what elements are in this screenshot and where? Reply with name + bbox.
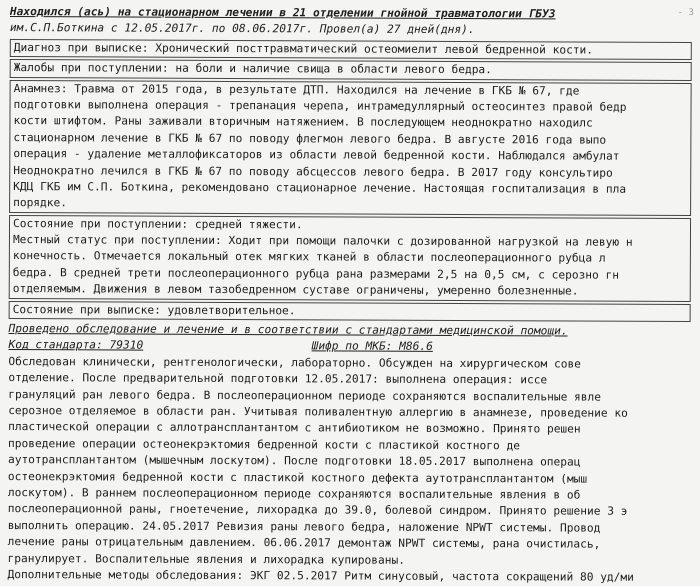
diagnosis-box: [10, 39, 692, 60]
state-admission-box: [9, 215, 691, 302]
anamnesis-line: кости штифтом. Раны заживали вторичным натяжением. В последующем неоднократно находилс: [13, 114, 593, 130]
anamnesis-line: Анамнез: Травма от 2015 года, в результате ДТП. Находился на лечение в ГКБ № 67, где: [13, 81, 580, 98]
complaints-text: Жалобы при поступлении: на боли и наличие свища в области левого бедра.: [13, 61, 492, 77]
state-admission-text: Состояние при поступлении: средней тяжести.: [12, 216, 303, 232]
local-status-line: Местный статус при поступлении: Ходит при помощи палочки с дозированной нагрузкой на левую н: [12, 233, 633, 249]
local-status-line: конечность. Отмечается локальный отек мягких тканей в области послеоперационного рубца л: [12, 249, 606, 266]
local-status-line: бедра. В средней трети послеоперационного рубца рана размерами 2,5 на 0,5 см, с серозно гн: [12, 265, 620, 282]
treatment-line: пластической операции с аллотрансплантантом с антибиотиком не возможно. Принято решен: [8, 420, 581, 436]
treatment-line: проведение операции остеонекрэктомия бедренной кости с пластикой костного де: [8, 436, 520, 453]
stay-header-line-1: Находился (ась) на стационарном лечении в 21 отделении гнойной травматологии ГБУЗ: [9, 5, 556, 21]
treatment-line: лоскутом). В раннем послеоперационном периоде сохраняются воспалительные явления в об: [7, 485, 581, 502]
anamnesis-line: операция - удаление металлофиксаторов из области левой бедренной кости. Наблюдался амбулат: [13, 147, 620, 163]
treatment-line: грануляций ран левого бедра. В послеоперационном периоде сохраняются воспалительные явле: [8, 387, 602, 404]
anamnesis-line: Неоднократно лечился в ГКБ № 67 по поводу абсцессов левого бедра. В 2017 году консультиро: [13, 163, 613, 180]
treatment-line: гранулирует. Воспалительные явления и лихорадка купированы.: [7, 551, 405, 567]
anamnesis-line: подготовки выполнена операция - трепанация черепа, интрамедуллярный остеосинтез правой бедр: [13, 98, 627, 114]
page-corner-mark: - 3: [677, 7, 694, 19]
state-discharge-box: [9, 301, 691, 322]
diagnosis-text: Диагноз при выписке: Хронический посттравматический остеомиелит левой бедренной кости.: [13, 40, 594, 57]
treatment-line: лечение раны отрицательным давлением. 06.06.2017 демонтаж NPWT системы, рана очистилась,: [7, 535, 601, 551]
anamnesis-box: [9, 80, 692, 216]
extra-exam-line: Дополнительные методы обследования: ЭКГ 02.5.2017 Ритм синусовый, частота сокращений 80 уд/ми: [7, 567, 634, 584]
treatment-line: выполнить операцию. 24.05.2017 Ревизия раны левого бедра, наложение NPWT системы. Провод: [7, 518, 601, 535]
treatment-line: отделение. После предварительной подготовки 12.05.2017: выполнена операция: иссе: [8, 371, 548, 387]
anamnesis-line: КДЦ ГКБ им С.П. Боткина, рекомендовано стационарное лечение. Настоящая госпитализация в пла: [13, 179, 627, 196]
complaints-box: [10, 59, 692, 80]
treatment-line: послеоперационной раны, гноетечение, лихорадка до 39.0, болевой синдром. Принято решение 3 э: [7, 502, 628, 519]
icd-code: Шифр по МКБ: M86.6: [311, 339, 433, 354]
anamnesis-line: порядке.: [13, 196, 68, 210]
stay-header-line-2: им.С.П.Боткина с 12.05.2017г. по 08.06.2017г. Провел(а) 27 дней(дня).: [9, 21, 475, 37]
treatment-block: [8, 354, 691, 570]
state-discharge-text: Состояние при выписке: удовлетворительное.: [12, 302, 296, 317]
treatment-line: аутотрансплантантом (мышечным лоскутом). После подготовки 18.05.2017 выполнена операц: [7, 453, 581, 469]
treatment-line: остеонекрэктомия бедренной кости с пластикой костного дефекта аутотрансплантантом (мыш: [7, 469, 588, 486]
anamnesis-line: стационарном лечение в ГКБ № 67 по поводу флегмон левого бедра. В августе 2016 года выпо: [13, 130, 607, 147]
treatment-line: Обследован клинически, рентгенологически, лабораторно. Обсужден на хирургическом сове: [8, 354, 581, 371]
standard-code: Код стандарта: 79310: [8, 338, 144, 353]
standards-title: Проведено обследование и лечение и в соответствии с стандартами медицинской помощи.: [8, 322, 568, 338]
local-status-line: отделяемым. Движения в левом тазобедренном суставе ограничены, умеренно болезненные.: [12, 282, 579, 298]
treatment-line: серозное отделяемое в области ран. Учитывая поливалентную аллергию в анамнезе, проведение ко: [8, 404, 628, 420]
